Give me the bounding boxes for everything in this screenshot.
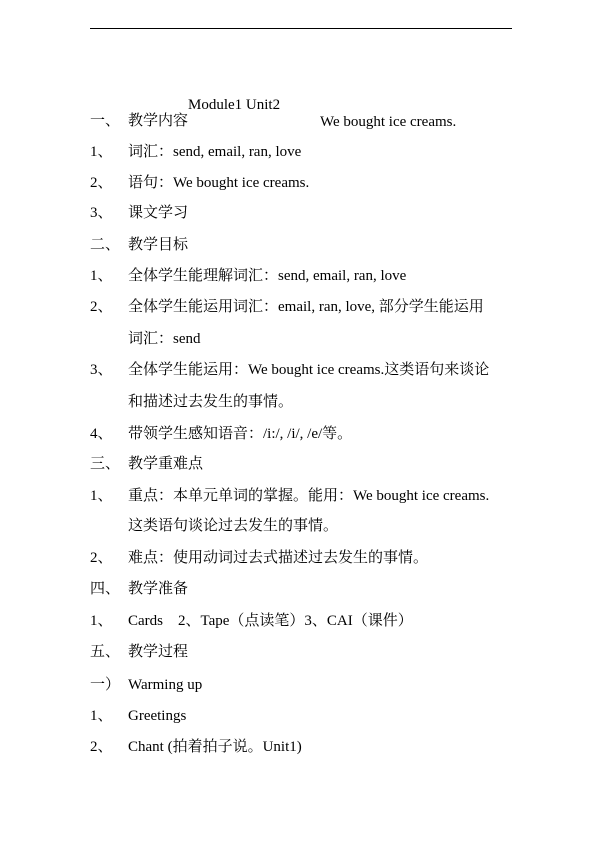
- line-text: 带领学生感知语音：/i:/, /i/, /e/等。: [128, 426, 353, 442]
- line-text: 和描述过去发生的事情。: [128, 394, 294, 410]
- line-text: Chant (拍着拍子说。Unit1): [128, 739, 302, 755]
- line-text: 这类语句谈论过去发生的事情。: [128, 518, 339, 534]
- title-module: Module1 Unit2: [188, 97, 281, 113]
- line-number: 3、: [90, 362, 113, 378]
- line-text: 全体学生能理解词汇：send, email, ran, love: [128, 268, 407, 284]
- line-text: Cards 2、Tape（点读笔）3、CAI（课件）: [128, 613, 413, 629]
- line-text: 词汇：send, email, ran, love: [128, 144, 302, 160]
- line-text: 课文学习: [128, 205, 189, 221]
- line-text: 词汇：send: [128, 331, 201, 347]
- line-number: 一）: [90, 677, 121, 693]
- line-text: 全体学生能运用词汇：email, ran, love, 部分学生能运用: [128, 299, 484, 315]
- line-number: 2、: [90, 299, 113, 315]
- line-text: 语句：We bought ice creams.: [128, 175, 310, 191]
- line-text: 教学过程: [128, 644, 189, 660]
- line-text: 重点：本单元单词的掌握。能用：We bought ice creams.: [128, 488, 490, 504]
- line-number: 2、: [90, 175, 113, 191]
- line-number: 三、: [90, 456, 121, 472]
- line-text: 教学准备: [128, 581, 189, 597]
- line-number: 一、: [90, 113, 121, 129]
- line-number: 1、: [90, 708, 113, 724]
- line-text: Warming up: [128, 677, 203, 693]
- line-number: 2、: [90, 550, 113, 566]
- line-text: 全体学生能运用：We bought ice creams.这类语句来谈论: [128, 362, 490, 378]
- line-number: 1、: [90, 144, 113, 160]
- line-text: 教学内容: [128, 113, 189, 129]
- line-number: 1、: [90, 488, 113, 504]
- line-number: 五、: [90, 644, 121, 660]
- line-number: 1、: [90, 268, 113, 284]
- title-sentence: We bought ice creams.: [320, 114, 457, 130]
- line-text: Greetings: [128, 708, 187, 724]
- line-number: 四、: [90, 581, 121, 597]
- line-number: 3、: [90, 205, 113, 221]
- line-number: 二、: [90, 237, 121, 253]
- line-text: 教学重难点: [128, 456, 204, 472]
- line-number: 1、: [90, 613, 113, 629]
- line-text: 难点：使用动词过去式描述过去发生的事情。: [128, 550, 429, 566]
- line-number: 2、: [90, 739, 113, 755]
- line-text: 教学目标: [128, 237, 189, 253]
- line-number: 4、: [90, 426, 113, 442]
- header-rule: [90, 28, 512, 29]
